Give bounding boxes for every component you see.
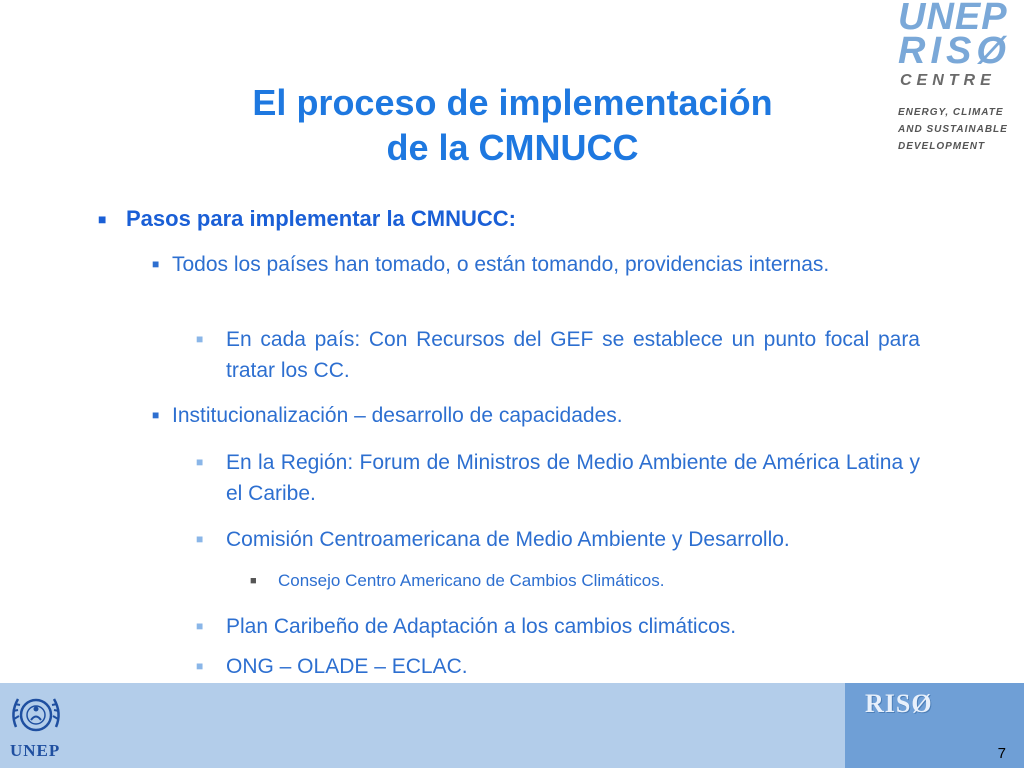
bullet-level-2 bbox=[152, 249, 920, 280]
square-bullet-icon: ■ bbox=[152, 257, 160, 271]
logo-tagline-line: ENERGY, CLIMATE bbox=[898, 107, 1004, 118]
slide-title-line-2: de la CMNUCC bbox=[386, 127, 639, 168]
unep-riso-centre-logo bbox=[896, 0, 1024, 160]
square-bullet-icon: ■ bbox=[196, 532, 204, 546]
un-emblem-icon bbox=[4, 689, 68, 739]
slide-footer bbox=[0, 683, 1024, 768]
logo-tagline-line: AND SUSTAINABLE bbox=[898, 124, 1008, 135]
bullet-text: Consejo Centro Americano de Cambios Climáticos. bbox=[278, 571, 665, 590]
square-bullet-icon: ■ bbox=[98, 211, 107, 227]
logo-tagline bbox=[898, 104, 1024, 155]
bullet-text: En cada país: Con Recursos del GEF se establece un punto focal para tratar los CC. bbox=[226, 328, 920, 382]
bullet-text: Institucionalización – desarrollo de capacidades. bbox=[172, 404, 623, 427]
bullet-level-3 bbox=[196, 651, 920, 682]
square-bullet-icon: ■ bbox=[196, 332, 204, 346]
bullet-level-3 bbox=[196, 524, 920, 555]
square-bullet-icon: ■ bbox=[196, 619, 204, 633]
square-bullet-icon: ■ bbox=[152, 408, 160, 422]
logo-centre-text: CENTRE bbox=[900, 72, 996, 89]
unep-footer-label: UNEP bbox=[10, 741, 61, 760]
slide-title bbox=[150, 80, 875, 170]
square-bullet-icon: ■ bbox=[250, 575, 257, 587]
logo-tagline-line: DEVELOPMENT bbox=[898, 141, 986, 152]
square-bullet-icon: ■ bbox=[196, 455, 204, 469]
bullet-level-3 bbox=[196, 611, 920, 642]
bullet-text: Todos los países han tomado, o están tomando, providencias internas. bbox=[172, 253, 830, 276]
footer-right-panel bbox=[845, 683, 1024, 768]
bullet-level-4 bbox=[250, 569, 920, 593]
bullet-level-3 bbox=[196, 324, 920, 386]
logo-riso-text: RISØ bbox=[898, 30, 1011, 72]
square-bullet-icon: ■ bbox=[196, 659, 204, 673]
bullet-text: ONG – OLADE – ECLAC. bbox=[226, 655, 468, 678]
bullet-text: En la Región: Forum de Ministros de Medio Ambiente de América Latina y el Caribe. bbox=[226, 451, 920, 505]
page-number: 7 bbox=[997, 745, 1006, 762]
bullet-level-1 bbox=[98, 203, 898, 235]
logo-unep-text: UNEP bbox=[898, 0, 1008, 38]
bullet-text: Pasos para implementar la CMNUCC: bbox=[126, 206, 516, 231]
riso-footer-logo: RISØ bbox=[865, 689, 933, 718]
bullet-text: Comisión Centroamericana de Medio Ambiente y Desarrollo. bbox=[226, 528, 790, 551]
bullet-text: Plan Caribeño de Adaptación a los cambios climáticos. bbox=[226, 615, 737, 638]
slide-title-line-1: El proceso de implementación bbox=[252, 82, 773, 123]
bullet-level-2 bbox=[152, 400, 920, 431]
bullet-level-3 bbox=[196, 447, 920, 509]
